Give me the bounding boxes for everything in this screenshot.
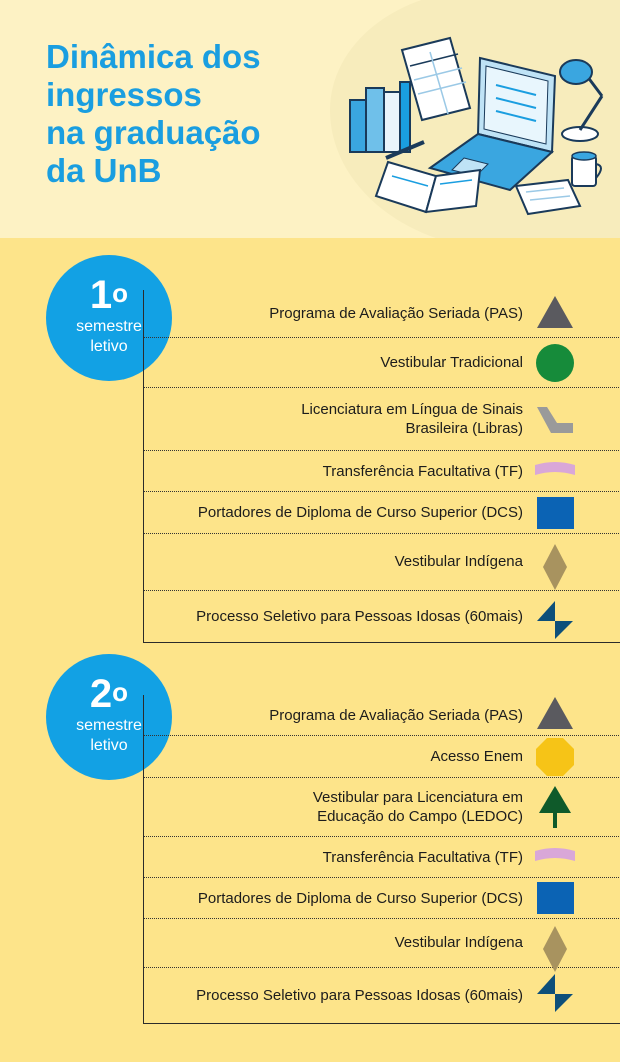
list-item: Programa de Avaliação Seriada (PAS) [144,695,620,736]
list-item: Licenciatura em Língua de Sinais Brasileira (Libras) [144,388,620,451]
books-icon [350,82,410,152]
page-title [46,38,261,190]
list-item: Programa de Avaliação Seriada (PAS) [144,290,620,338]
list-item: Transferência Facultativa (TF) [144,837,620,878]
semester-2-admission-list [143,695,620,1024]
list-item: Transferência Facultativa (TF) [144,451,620,492]
semester-1-admission-list [143,290,620,643]
header [0,0,620,238]
list-item: Acesso Enem [144,736,620,778]
list-item: Vestibular para Licenciatura em Educação do Campo (LEDOC) [144,778,620,837]
title-line: ingressos [46,76,202,113]
list-item: Processo Seletivo para Pessoas Idosas (60mais) [144,968,620,1023]
square-icon [533,876,577,920]
circle-icon [533,341,577,385]
list-item: Processo Seletivo para Pessoas Idosas (60mais) [144,591,620,642]
lamp-icon [560,60,602,141]
study-desk-illustration-icon [340,30,610,225]
square-icon [533,491,577,535]
diamond-icon [533,542,577,592]
octagon-icon [533,735,577,779]
triangle-icon [533,292,577,336]
tree-icon [533,785,577,829]
bowtie-icon [533,599,577,643]
calendar-icon [402,38,470,120]
list-item: Portadores de Diploma de Curso Superior (DCS) [144,492,620,534]
list-item: Portadores de Diploma de Curso Superior (DCS) [144,878,620,919]
bowtie-icon [533,972,577,1016]
papers-icon [516,180,580,214]
curved-band-icon [533,835,577,879]
badge-text: semestre letivo [76,717,142,754]
mug-icon [572,152,601,186]
list-item: Vestibular Indígena [144,919,620,968]
triangle-icon [533,693,577,737]
list-item: Vestibular Indígena [144,534,620,591]
chevron-shape-icon [533,397,577,441]
badge-number: 1$^o$ [89,273,129,317]
badge-text: semestre letivo [76,318,142,355]
curved-band-icon [533,449,577,493]
title-line: da UnB [46,152,162,189]
badge-number: 2$^o$ [89,672,129,716]
list-item: Vestibular Tradicional [144,338,620,388]
title-line: Dinâmica dos [46,38,261,75]
title-line: na graduação [46,114,261,151]
diamond-icon [533,924,577,974]
